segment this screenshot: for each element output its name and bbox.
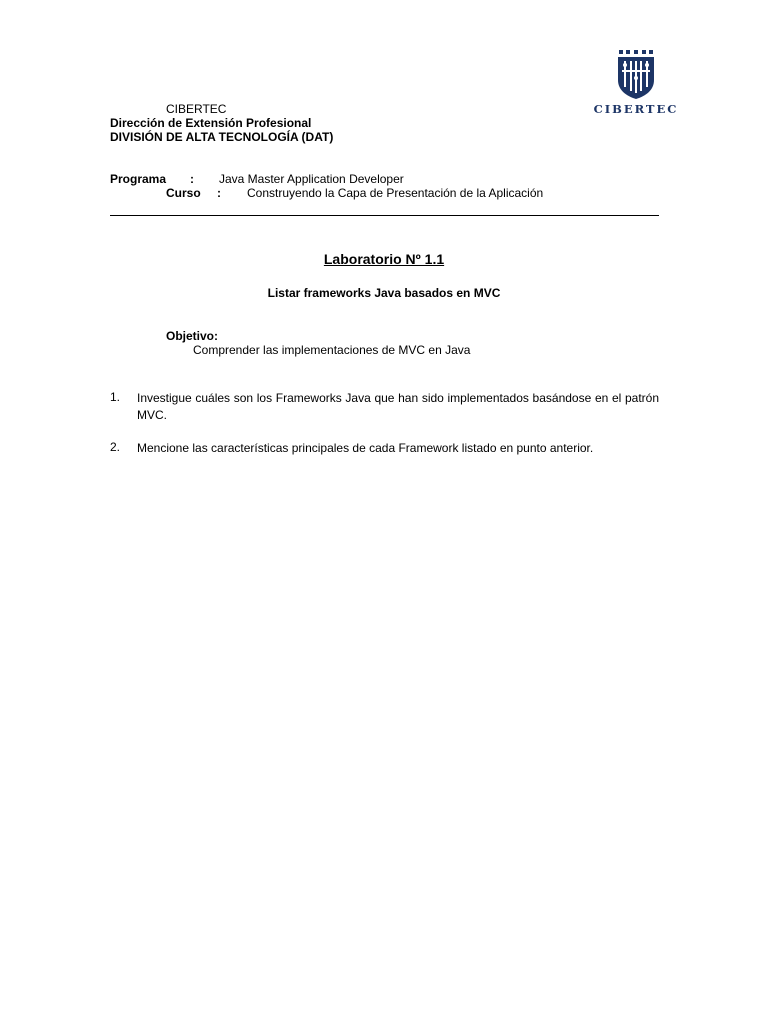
course-colon: : <box>217 186 221 200</box>
course-label: Curso <box>166 186 201 200</box>
lab-subtitle: Listar frameworks Java basados en MVC <box>267 286 501 300</box>
shield-icon <box>616 50 656 100</box>
program-colon: : <box>190 172 194 186</box>
course-value: Construyendo la Capa de Presentación de la Aplicación <box>247 186 544 200</box>
header-direction: Dirección de Extensión Profesional <box>110 116 312 130</box>
logo-text: CIBERTEC <box>593 102 679 116</box>
header-division: DIVISIÓN DE ALTA TECNOLOGÍA (DAT) <box>110 130 334 144</box>
list-item-text: Investigue cuáles son los Frameworks Java que han sido implementados basándose en el patrón MVC. <box>137 391 659 422</box>
header-org: CIBERTEC <box>166 102 227 116</box>
header-divider <box>110 215 659 216</box>
list-item-number: 2. <box>110 440 121 454</box>
list-item-number: 1. <box>110 390 121 404</box>
program-label: Programa <box>110 172 167 186</box>
program-value: Java Master Application Developer <box>219 172 404 186</box>
cibertec-logo <box>590 50 682 120</box>
lab-title: Laboratorio Nº 1.1 <box>323 251 445 267</box>
list-item-text: Mencione las características principales de cada Framework listado en punto anterior. <box>137 441 594 455</box>
objective-label: Objetivo: <box>166 329 219 343</box>
objective-text: Comprender las implementaciones de MVC en Java <box>193 343 471 357</box>
